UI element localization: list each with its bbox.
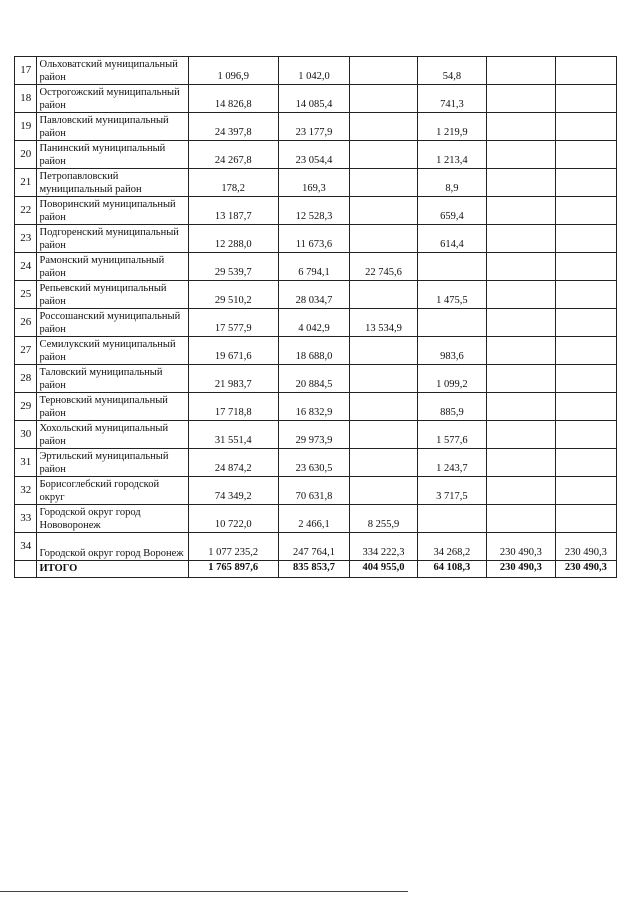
value-1: 17 577,9 <box>188 309 278 337</box>
value-6 <box>555 197 616 225</box>
value-5 <box>487 197 555 225</box>
table-row <box>15 477 617 505</box>
value-6 <box>555 337 616 365</box>
value-3 <box>350 225 417 253</box>
value-4: 1 475,5 <box>417 281 487 309</box>
municipality-name: Терновский муниципальный район <box>37 393 188 421</box>
value-1: 19 671,6 <box>188 337 278 365</box>
table-row <box>15 309 617 337</box>
value-2: 247 764,1 <box>278 533 350 561</box>
value-4 <box>417 505 487 533</box>
value-6 <box>555 141 616 169</box>
value-6 <box>555 477 616 505</box>
value-1: 24 397,8 <box>188 113 278 141</box>
value-3 <box>350 113 417 141</box>
value-5 <box>487 505 555 533</box>
value-6 <box>555 169 616 197</box>
value-5 <box>487 169 555 197</box>
value-4: 659,4 <box>417 197 487 225</box>
value-5 <box>487 449 555 477</box>
row-number: 24 <box>15 253 37 281</box>
value-3 <box>350 393 417 421</box>
value-1: 178,2 <box>188 169 278 197</box>
value-1: 1 077 235,2 <box>188 533 278 561</box>
municipality-name: Рамонский муниципальный район <box>37 253 188 281</box>
total-label: ИТОГО <box>37 561 188 578</box>
row-number: 28 <box>15 365 37 393</box>
total-value-5: 230 490,3 <box>487 561 555 578</box>
value-4: 3 717,5 <box>417 477 487 505</box>
table-row <box>15 253 617 281</box>
value-6 <box>555 281 616 309</box>
table-row <box>15 85 617 113</box>
table-row <box>15 337 617 365</box>
value-4: 1 099,2 <box>417 365 487 393</box>
value-1: 10 722,0 <box>188 505 278 533</box>
value-1: 1 096,9 <box>188 57 278 85</box>
value-2: 20 884,5 <box>278 365 350 393</box>
value-6 <box>555 253 616 281</box>
value-5 <box>487 281 555 309</box>
value-4: 1 577,6 <box>417 421 487 449</box>
value-2: 23 054,4 <box>278 141 350 169</box>
value-6 <box>555 57 616 85</box>
row-number: 23 <box>15 225 37 253</box>
value-4: 741,3 <box>417 85 487 113</box>
table-row <box>15 57 617 85</box>
value-5 <box>487 113 555 141</box>
row-number: 22 <box>15 197 37 225</box>
value-3 <box>350 85 417 113</box>
value-3: 334 222,3 <box>350 533 417 561</box>
municipality-name: Репьевский муниципальный район <box>37 281 188 309</box>
value-1: 74 349,2 <box>188 477 278 505</box>
total-value-1: 1 765 897,6 <box>188 561 278 578</box>
table-row <box>15 225 617 253</box>
value-3 <box>350 421 417 449</box>
row-number: 29 <box>15 393 37 421</box>
value-6 <box>555 309 616 337</box>
value-4: 8,9 <box>417 169 487 197</box>
value-3 <box>350 337 417 365</box>
table-row <box>15 505 617 533</box>
value-2: 18 688,0 <box>278 337 350 365</box>
value-5 <box>487 421 555 449</box>
value-4 <box>417 253 487 281</box>
table-row <box>15 533 617 561</box>
municipality-name: Городской округ город Нововоронеж <box>37 505 188 533</box>
municipality-name: Подгоренский муниципальный район <box>37 225 188 253</box>
value-4: 1 213,4 <box>417 141 487 169</box>
value-3 <box>350 57 417 85</box>
value-3 <box>350 169 417 197</box>
value-2: 2 466,1 <box>278 505 350 533</box>
total-value-6: 230 490,3 <box>555 561 616 578</box>
value-2: 11 673,6 <box>278 225 350 253</box>
value-3 <box>350 449 417 477</box>
value-5 <box>487 365 555 393</box>
row-number: 21 <box>15 169 37 197</box>
value-2: 23 177,9 <box>278 113 350 141</box>
municipality-name: Ольховатский муниципальный район <box>37 57 188 85</box>
table-row <box>15 169 617 197</box>
table-row <box>15 197 617 225</box>
value-5: 230 490,3 <box>487 533 555 561</box>
value-4 <box>417 309 487 337</box>
value-3 <box>350 477 417 505</box>
value-4: 1 243,7 <box>417 449 487 477</box>
row-number: 33 <box>15 505 37 533</box>
table-row <box>15 365 617 393</box>
table-row <box>15 113 617 141</box>
row-number: 30 <box>15 421 37 449</box>
value-4: 614,4 <box>417 225 487 253</box>
municipality-name: Городской округ город Воронеж <box>37 533 188 561</box>
table-body <box>15 57 617 578</box>
value-2: 29 973,9 <box>278 421 350 449</box>
municipality-name: Семилукский муниципальный район <box>37 337 188 365</box>
budget-table <box>14 56 617 578</box>
total-row <box>15 561 617 578</box>
municipality-name: Россошанский муниципальный район <box>37 309 188 337</box>
value-6 <box>555 225 616 253</box>
value-1: 17 718,8 <box>188 393 278 421</box>
value-1: 29 539,7 <box>188 253 278 281</box>
value-2: 70 631,8 <box>278 477 350 505</box>
value-2: 23 630,5 <box>278 449 350 477</box>
value-5 <box>487 225 555 253</box>
value-1: 21 983,7 <box>188 365 278 393</box>
value-2: 1 042,0 <box>278 57 350 85</box>
value-1: 14 826,8 <box>188 85 278 113</box>
value-6 <box>555 113 616 141</box>
value-5 <box>487 141 555 169</box>
total-value-4: 64 108,3 <box>417 561 487 578</box>
total-number <box>15 561 37 578</box>
value-4: 983,6 <box>417 337 487 365</box>
value-5 <box>487 477 555 505</box>
value-4: 885,9 <box>417 393 487 421</box>
table-row <box>15 281 617 309</box>
row-number: 26 <box>15 309 37 337</box>
row-number: 34 <box>15 533 37 561</box>
value-3 <box>350 281 417 309</box>
row-number: 19 <box>15 113 37 141</box>
value-5 <box>487 309 555 337</box>
municipality-name: Панинский муниципальный район <box>37 141 188 169</box>
value-6 <box>555 365 616 393</box>
total-value-2: 835 853,7 <box>278 561 350 578</box>
value-3: 22 745,6 <box>350 253 417 281</box>
value-2: 28 034,7 <box>278 281 350 309</box>
row-number: 27 <box>15 337 37 365</box>
value-6: 230 490,3 <box>555 533 616 561</box>
value-6 <box>555 85 616 113</box>
row-number: 25 <box>15 281 37 309</box>
value-1: 24 874,2 <box>188 449 278 477</box>
municipality-name: Петропавловский муниципальный район <box>37 169 188 197</box>
row-number: 31 <box>15 449 37 477</box>
value-6 <box>555 449 616 477</box>
value-2: 12 528,3 <box>278 197 350 225</box>
value-2: 6 794,1 <box>278 253 350 281</box>
value-2: 4 042,9 <box>278 309 350 337</box>
value-6 <box>555 393 616 421</box>
value-3 <box>350 365 417 393</box>
table-row <box>15 141 617 169</box>
municipality-name: Эртильский муниципальный район <box>37 449 188 477</box>
value-1: 24 267,8 <box>188 141 278 169</box>
value-5 <box>487 57 555 85</box>
table-row <box>15 421 617 449</box>
value-5 <box>487 337 555 365</box>
value-5 <box>487 85 555 113</box>
municipality-name: Таловский муниципальный район <box>37 365 188 393</box>
value-5 <box>487 393 555 421</box>
table-row <box>15 449 617 477</box>
value-2: 14 085,4 <box>278 85 350 113</box>
value-1: 29 510,2 <box>188 281 278 309</box>
value-4: 1 219,9 <box>417 113 487 141</box>
value-6 <box>555 505 616 533</box>
row-number: 32 <box>15 477 37 505</box>
municipality-name: Острогожский муниципальный район <box>37 85 188 113</box>
row-number: 17 <box>15 57 37 85</box>
value-3 <box>350 197 417 225</box>
value-1: 12 288,0 <box>188 225 278 253</box>
value-1: 31 551,4 <box>188 421 278 449</box>
value-6 <box>555 421 616 449</box>
total-value-3: 404 955,0 <box>350 561 417 578</box>
municipality-name: Борисоглебский городской округ <box>37 477 188 505</box>
value-1: 13 187,7 <box>188 197 278 225</box>
value-3: 13 534,9 <box>350 309 417 337</box>
row-number: 18 <box>15 85 37 113</box>
value-3: 8 255,9 <box>350 505 417 533</box>
value-3 <box>350 141 417 169</box>
footer-divider <box>0 891 408 892</box>
municipality-name: Поворинский муниципальный район <box>37 197 188 225</box>
municipality-name: Хохольский муниципальный район <box>37 421 188 449</box>
value-5 <box>487 253 555 281</box>
value-2: 169,3 <box>278 169 350 197</box>
value-2: 16 832,9 <box>278 393 350 421</box>
row-number: 20 <box>15 141 37 169</box>
table-row <box>15 393 617 421</box>
value-4: 34 268,2 <box>417 533 487 561</box>
value-4: 54,8 <box>417 57 487 85</box>
municipality-name: Павловский муниципальный район <box>37 113 188 141</box>
